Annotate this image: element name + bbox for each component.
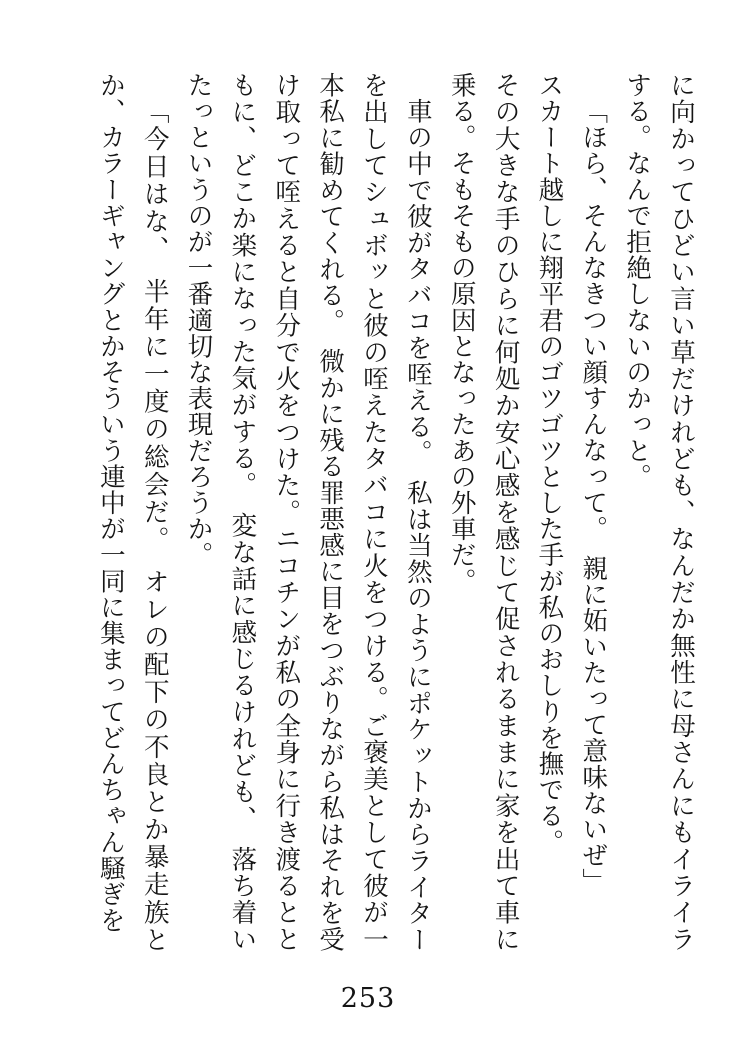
paragraph: 「今日はな、 半年に一度の総会だ。 オレの配下の不良とか暴走族とか、カラーギャングとかそういう連中が一同に集まってどんちゃん騒ぎを	[95, 72, 170, 952]
paragraph: に向かってひどい言い草だけれども、なんだか無性に母さんにもイライラする。なんで拒絶しないのかっと。	[622, 72, 696, 952]
paragraph: 「ほら、そんなきつい顔すんなって。 親に妬いたって意味ないぜ」	[578, 97, 609, 894]
page-body-text	[34, 72, 702, 952]
paragraph: その大きな手のひらに何処か安心感を感じて促されるままに家を出て車に乗る。そもそもの原因となったあの外車だ。	[446, 72, 521, 952]
paragraph: スカート越しに翔平君のゴツゴツとした手が私のおしりを撫でる。	[534, 72, 565, 855]
page-number: 253	[340, 983, 396, 1014]
paragraph: 車の中で彼がタバコを咥える。 私は当然のようにポケットからライターを出してシュボッと彼の咥えたタバコに火をつける。ご褒美として彼が一本私に勧めてくれる。 微かに残る罪悪感に目をつぶりながら私はそれを受け取って咥えると自分で火をつけた。ニコチンが私の全身に行き渡るとともに、どこか楽になった気がする。 変な話に感じるけれども、 落ち着いたっというのが一番適切な表現だろうか。	[183, 72, 433, 952]
